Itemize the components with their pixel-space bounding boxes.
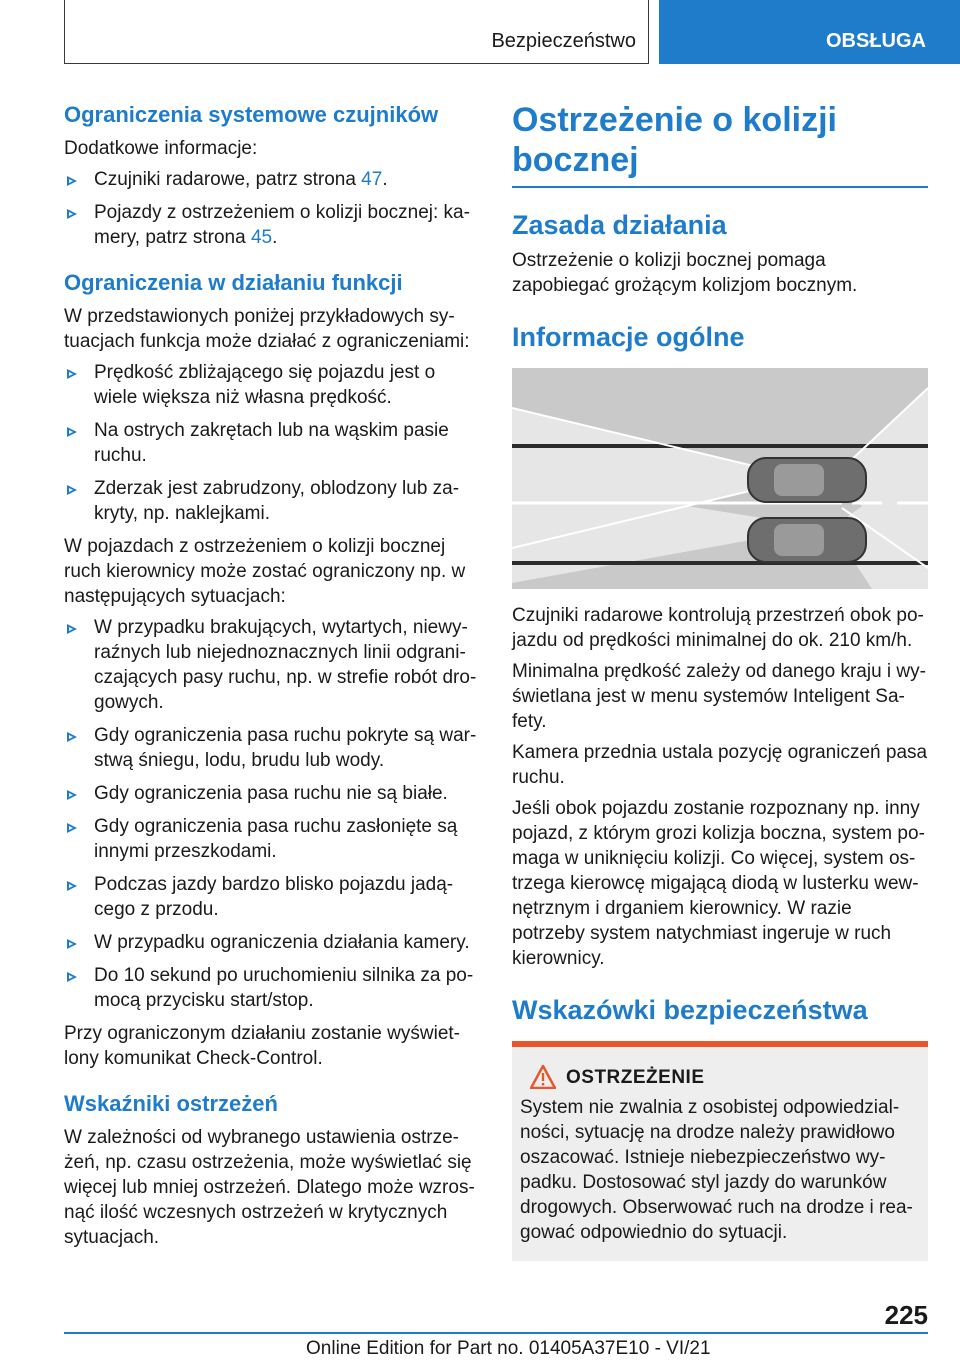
list-item: Na ostrych zakrętach lub na wąskim pasie ruchu. <box>64 418 477 468</box>
bullet-triangle-icon <box>67 485 77 495</box>
bullet-triangle-icon <box>67 939 77 949</box>
header-section-box <box>64 0 649 64</box>
safety-heading: Wskazówki bezpieczeństwa <box>512 995 868 1025</box>
function-limits-intro: W przedstawionych poniżej przykładowych sytuacjach funkcja może działać z ograniczeniami: <box>64 306 470 352</box>
right-column <box>512 100 928 1261</box>
page-link[interactable]: 45 <box>250 227 273 248</box>
header-tab-label: OBSŁUGA <box>826 30 926 52</box>
list-item: Podczas jazdy bardzo blisko pojazdu jadącego z przodu. <box>64 872 477 922</box>
warning-box <box>512 1041 928 1261</box>
header-section-title: Bezpieczeństwo <box>491 30 636 52</box>
page-link[interactable]: 47 <box>361 169 383 190</box>
sensor-limits-intro: Dodatkowe informacje: <box>64 138 258 159</box>
list-item: Czujniki radarowe, patrz strona 47. <box>64 167 477 192</box>
bullet-triangle-icon <box>67 790 77 800</box>
list-item: Gdy ograniczenia pasa ruchu pokryte są warstwą śniegu, lodu, brudu lub wody. <box>64 723 477 773</box>
left-column <box>64 100 477 1256</box>
bullet-triangle-icon <box>67 369 77 379</box>
list-item: W przypadku ograniczenia działania kamery. <box>64 930 477 955</box>
footer-edition: Online Edition for Part no. 01405A37E10 - VI/21 <box>306 1338 711 1359</box>
warning-indicators-heading: Wskaźniki ostrzeżeń <box>64 1091 278 1116</box>
bullet-triangle-icon <box>67 176 77 186</box>
steering-limits-list <box>64 615 477 1013</box>
bullet-triangle-icon <box>67 427 77 437</box>
list-item: W przypadku brakujących, wytartych, niewyraźnych lub niejednoznacznych linii odgraniczających pasy ruchu, np. w strefie robót drogowych. <box>64 615 477 715</box>
general-info-heading: Informacje ogólne <box>512 322 745 352</box>
bullet-triangle-icon <box>67 972 77 982</box>
radar-coverage-illustration <box>512 368 928 589</box>
list-item: Prędkość zbliżającego się pojazdu jest o wiele większa niż własna prędkość. <box>64 360 477 410</box>
page-number: 225 <box>884 1300 928 1330</box>
header-tab <box>659 0 960 64</box>
min-speed-text: Minimalna prędkość zależy od danego kraju i wyświetlana jest w menu systemów Inteligent Safety. <box>512 661 926 732</box>
bullet-triangle-icon <box>67 624 77 634</box>
warning-title: OSTRZEŻENIE <box>520 1067 920 1089</box>
sensor-limits-list <box>64 167 477 250</box>
list-item: Pojazdy z ostrzeżeniem o kolizji bocznej: kamery, patrz strona 45. <box>64 200 477 250</box>
list-item: Gdy ograniczenia pasa ruchu zasłonięte są innymi przeszkodami. <box>64 814 477 864</box>
bullet-triangle-icon <box>67 209 77 219</box>
collision-assist-text: Jeśli obok pojazdu zostanie rozpoznany np. inny pojazd, z którym grozi kolizja boczna, system pomaga w uniknięciu kolizji. Co więcej, system ostrzega kierowcę migającą diodą w lusterku wewnętrznym i drganiem kierownicy. W razie potrzeby system natychmiast ingeruje w ruch kierownicy. <box>512 798 925 969</box>
function-limits-heading: Ograniczenia w działaniu funkcji <box>64 270 403 295</box>
camera-text: Kamera przednia ustala pozycję ograniczeń pasa ruchu. <box>512 742 928 788</box>
principle-heading: Zasada działania <box>512 210 727 240</box>
principle-text: Ostrzeżenie o kolizji bocznej pomaga zapobiegać grożącym kolizjom bocznym. <box>512 250 858 296</box>
warning-text: System nie zwalnia z osobistej odpowiedzialności, sytuację na drodze należy prawidłowo oszacować. Istnieje niebezpieczeństwo wypadku. Dostosować styl jazdy do warunków drogowych. Obserwować ruch na drodze i reagować odpowiednio do sytuacji. <box>520 1097 913 1243</box>
check-control-note: Przy ograniczonym działaniu zostanie wyświetlony komunikat Check-Control. <box>64 1023 460 1069</box>
bullet-triangle-icon <box>67 732 77 742</box>
radar-info-text: Czujniki radarowe kontrolują przestrzeń obok pojazdu od prędkości minimalnej do ok. 210 km/h. <box>512 605 924 651</box>
warning-triangle-icon <box>530 1065 556 1089</box>
bullet-triangle-icon <box>67 881 77 891</box>
bullet-triangle-icon <box>67 823 77 833</box>
list-item: Zderzak jest zabrudzony, oblodzony lub zakryty, np. naklejkami. <box>64 476 477 526</box>
sensor-limits-heading: Ograniczenia systemowe czujników <box>64 102 439 127</box>
function-limits-list <box>64 360 477 526</box>
chapter-title: Ostrzeżenie o kolizji bocznej <box>512 101 837 179</box>
list-item: Gdy ograniczenia pasa ruchu nie są białe. <box>64 781 477 806</box>
list-item: Do 10 sekund po uruchomieniu silnika za pomocą przycisku start/stop. <box>64 963 477 1013</box>
title-divider <box>512 186 928 188</box>
warning-indicators-text: W zależności od wybranego ustawienia ostrzeżeń, np. czasu ostrzeżenia, może wyświetlać się więcej lub mniej ostrzeżeń. Dlatego może wzrosnąć ilość wczesnych ostrzeżeń w krytycznych sytuacjach. <box>64 1127 475 1248</box>
steering-limits-intro: W pojazdach z ostrzeżeniem o kolizji bocznej ruch kierownicy może zostać ograniczony np. w następujących sytuacjach: <box>64 536 466 607</box>
footer-divider <box>64 1332 928 1334</box>
